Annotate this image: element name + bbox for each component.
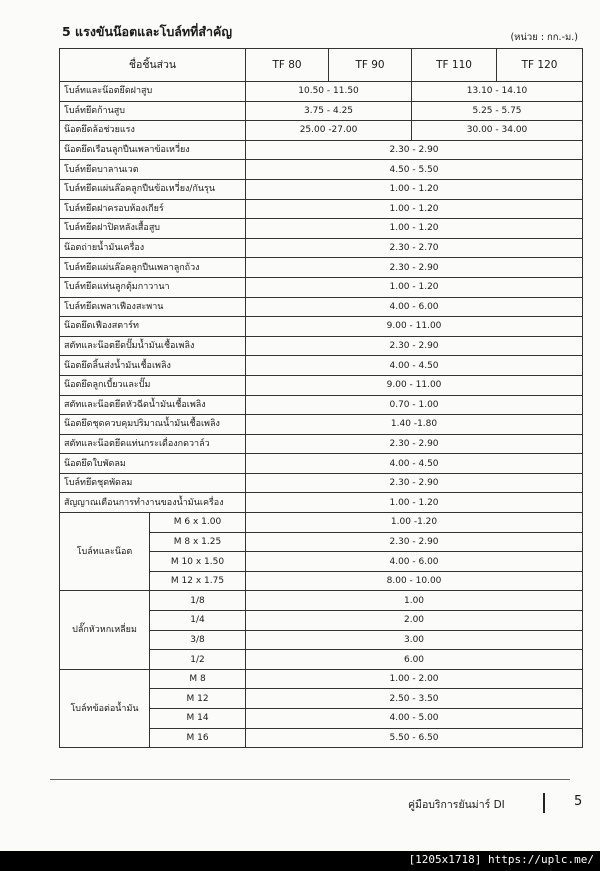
torque-value: 4.00 - 5.00 [246,709,583,729]
table-row [60,140,583,160]
page-number: 5 [574,794,583,809]
thread-size: M 12 [150,689,246,709]
table-header-row [60,49,583,82]
table-row [60,219,583,239]
torque-value: 1.40 -1.80 [246,415,583,435]
table-row [60,238,583,258]
header-model-tf80: TF 80 [246,49,329,82]
torque-value: 4.00 - 6.00 [246,297,583,317]
thread-size: M 16 [150,728,246,748]
torque-value-tf110-tf120: 5.25 - 5.75 [412,101,583,121]
table-row [60,493,583,513]
torque-value: 2.30 - 2.90 [246,258,583,278]
torque-value: 3.00 [246,630,583,650]
header-model-tf110: TF 110 [412,49,497,82]
table-row [60,415,583,435]
torque-value: 2.30 - 2.90 [246,140,583,160]
group-name: ปลั๊กหัวหกเหลี่ยม [60,591,150,669]
table-row [60,454,583,474]
table-row [60,375,583,395]
scan-info-strip [0,851,600,871]
torque-value: 2.50 - 3.50 [246,689,583,709]
thread-size: M 8 x 1.25 [150,532,246,552]
thread-size: 1/2 [150,650,246,670]
part-name: โบล์ทยึดฝาครอบห้องเกียร์ [60,199,246,219]
part-name: สตัทและน๊อตยึดแท่นกระเดื่องกดวาล์ว [60,434,246,454]
table-row [60,160,583,180]
part-name: โบล์ทยึดแผ่นล๊อคลูกปืนเพลาลูกถ้วง [60,258,246,278]
torque-value-tf110-tf120: 13.10 - 14.10 [412,82,583,102]
thread-size: M 14 [150,709,246,729]
thread-size: 1/4 [150,611,246,631]
table-row [60,513,583,533]
table-row [60,297,583,317]
table-row [60,82,583,102]
table-row [60,669,583,689]
torque-value: 1.00 - 1.20 [246,277,583,297]
torque-value-tf80-tf90: 25.00 -27.00 [246,121,412,141]
part-name: โบล์ทยึดฝาปิดหลังเสื้อสูบ [60,219,246,239]
torque-value: 1.00 [246,591,583,611]
part-name: น๊อตยึดลูกเบี้ยวและปั๊ม [60,375,246,395]
part-name: โบล์ทและน๊อตยึดฝาสูบ [60,82,246,102]
group-name: โบล์ทข้อต่อน้ำมัน [60,669,150,747]
part-name: น๊อตยึดลิ้นส่งน้ำมันเชื้อเพลิง [60,356,246,376]
table-row [60,356,583,376]
part-name: โบล์ทยึดแผ่นล๊อคลูกปืนข้อเหวี่ยง/กันรุน [60,179,246,199]
torque-table [59,48,583,748]
torque-value: 4.00 - 4.50 [246,454,583,474]
part-name: สัญญาณเตือนการทำงานของน้ำมันเครื่อง [60,493,246,513]
part-name: โบล์ทยึดชุดพัดลม [60,473,246,493]
torque-value: 0.70 - 1.00 [246,395,583,415]
table-row [60,101,583,121]
table-row [60,336,583,356]
table-row [60,277,583,297]
torque-value: 1.00 - 2.00 [246,669,583,689]
table-row [60,121,583,141]
page-title: 5 แรงขันน๊อตและโบล์ทที่สำคัญ [62,24,233,39]
scan-info-text: [1205x1718] https://uplc.me/ [408,853,594,866]
part-name: น๊อตยึดเรือนลูกปืนเพลาข้อเหวี่ยง [60,140,246,160]
torque-value: 2.30 - 2.90 [246,473,583,493]
footer-divider [50,779,570,780]
torque-value: 1.00 - 1.20 [246,199,583,219]
header-model-tf90: TF 90 [329,49,412,82]
thread-size: M 12 x 1.75 [150,571,246,591]
part-name: โบล์ทยึดเพลาเฟืองสะพาน [60,297,246,317]
torque-value-tf80-tf90: 3.75 - 4.25 [246,101,412,121]
torque-value: 6.00 [246,650,583,670]
torque-value: 2.30 - 2.90 [246,532,583,552]
table-row [60,317,583,337]
part-name: น๊อตถ่ายน้ำมันเครื่อง [60,238,246,258]
torque-value: 1.00 -1.20 [246,513,583,533]
torque-value: 4.00 - 6.00 [246,552,583,572]
unit-label: (หน่วย : กก.-ม.) [510,32,578,43]
part-name: สตัทและน๊อตยึดปั๊มน้ำมันเชื้อเพลิง [60,336,246,356]
torque-value: 1.00 - 1.20 [246,219,583,239]
table-row [60,179,583,199]
header-model-tf120: TF 120 [497,49,583,82]
torque-value: 2.00 [246,611,583,631]
header-part-name: ชื่อชิ้นส่วน [60,49,246,82]
part-name: สตัทและน๊อตยึดหัวฉีดน้ำมันเชื้อเพลิง [60,395,246,415]
table-row [60,434,583,454]
footer-manual-title: คู่มือบริการยันม่าร์ DI [408,799,505,811]
table-row [60,591,583,611]
part-name: โบล์ทยึดก้านสูบ [60,101,246,121]
table-row [60,473,583,493]
table-row [60,258,583,278]
torque-value: 4.00 - 4.50 [246,356,583,376]
torque-value-tf80-tf90: 10.50 - 11.50 [246,82,412,102]
torque-value-tf110-tf120: 30.00 - 34.00 [412,121,583,141]
thread-size: 3/8 [150,630,246,650]
part-name: น๊อตยึดชุดควบคุมปริมาณน้ำมันเชื้อเพลิง [60,415,246,435]
torque-value: 5.50 - 6.50 [246,728,583,748]
torque-value: 4.50 - 5.50 [246,160,583,180]
thread-size: M 8 [150,669,246,689]
part-name: โบล์ทยึดแท่นลูกตุ้มกาวานา [60,277,246,297]
table-row [60,395,583,415]
torque-value: 8.00 - 10.00 [246,571,583,591]
group-name: โบล์ทและน๊อต [60,513,150,591]
part-name: น๊อตยึดเฟืองสตาร์ท [60,317,246,337]
thread-size: M 10 x 1.50 [150,552,246,572]
torque-value: 1.00 - 1.20 [246,179,583,199]
thread-size: 1/8 [150,591,246,611]
part-name: น๊อตยึดใบพัดลม [60,454,246,474]
table-row [60,199,583,219]
torque-value: 1.00 - 1.20 [246,493,583,513]
torque-value: 2.30 - 2.90 [246,336,583,356]
part-name: โบล์ทยึดบาลานเวต [60,160,246,180]
torque-value: 2.30 - 2.70 [246,238,583,258]
torque-value: 2.30 - 2.90 [246,434,583,454]
torque-value: 9.00 - 11.00 [246,317,583,337]
footer-separator [543,793,545,813]
part-name: น๊อตยึดล้อช่วยแรง [60,121,246,141]
thread-size: M 6 x 1.00 [150,513,246,533]
torque-value: 9.00 - 11.00 [246,375,583,395]
